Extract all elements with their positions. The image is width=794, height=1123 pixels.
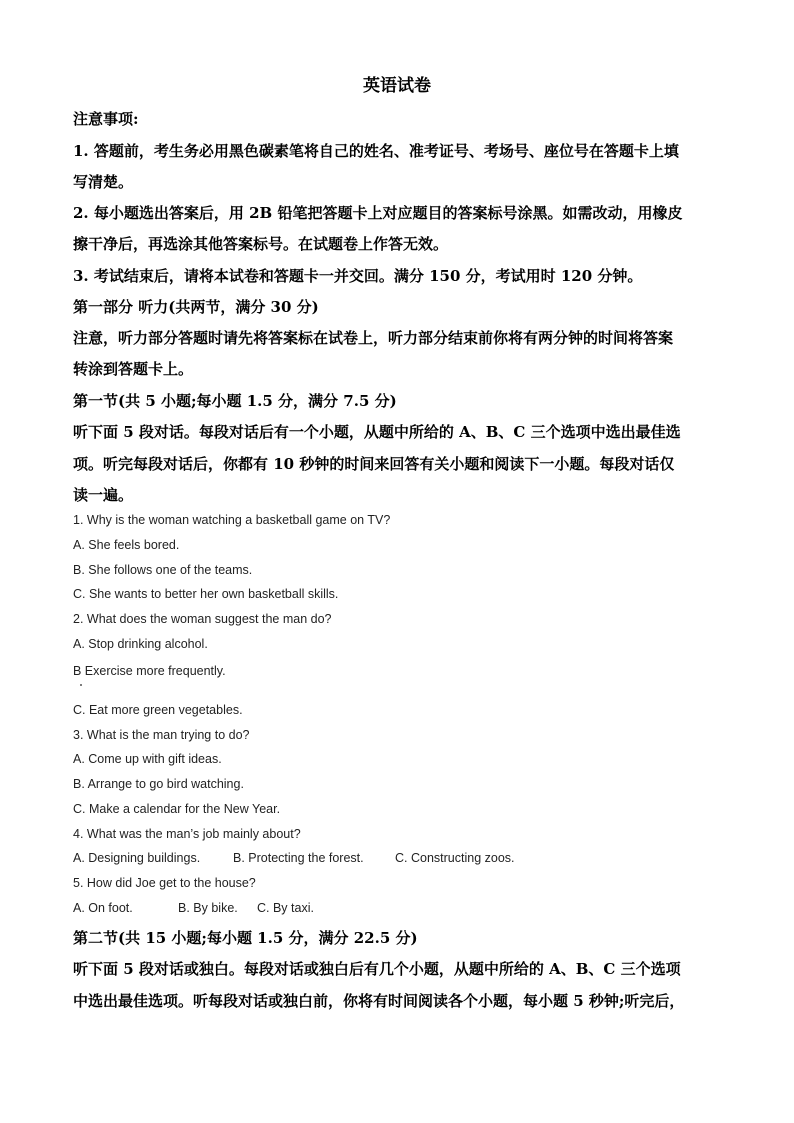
section1-instruction-line-1: 听下面 5 段对话。每段对话后有一个小题，从题中所给的 A、B、C 三个选项中选出最佳选: [73, 423, 681, 441]
stray-dot-mark: [80, 684, 82, 686]
notice-heading: 注意事项:: [73, 110, 139, 128]
notice-item-2-line-2: 擦干净后，再选涂其他答案标号。在试题卷上作答无效。: [73, 235, 449, 253]
question-4-stem: 4. What was the man’s job mainly about?: [73, 827, 301, 841]
question-2-option-b: B Exercise more frequently.: [73, 664, 226, 678]
part1-note-line-1: 注意，听力部分答题时请先将答案标在试卷上，听力部分结束前你将有两分钟的时间将答案: [73, 329, 674, 347]
question-1-stem: 1. Why is the woman watching a basketball game on TV?: [73, 513, 391, 527]
section1-instruction-line-3: 读一遍。: [73, 486, 134, 504]
part1-note-line-2: 转涂到答题卡上。: [73, 360, 194, 378]
notice-item-2-line-1: 2. 每小题选出答案后，用 2B 铅笔把答题卡上对应题目的答案标号涂黑。如需改动，用橡皮: [73, 204, 683, 222]
question-3-stem: 3. What is the man trying to do?: [73, 728, 250, 742]
question-3-option-b: B. Arrange to go bird watching.: [73, 777, 244, 791]
section2-heading: 第二节(共 15 小题;每小题 1.5 分，满分 22.5 分): [73, 929, 418, 947]
question-2-option-c: C. Eat more green vegetables.: [73, 703, 243, 717]
question-5-option-b: B. By bike.: [178, 901, 238, 915]
section1-instruction-line-2: 项。听完每段对话后，你都有 10 秒钟的时间来回答有关小题和阅读下一小题。每段对话仅: [73, 455, 675, 473]
part1-heading: 第一部分 听力(共两节，满分 30 分): [73, 298, 319, 316]
question-5-options: [73, 901, 314, 915]
section2-instruction-line-1: 听下面 5 段对话或独白。每段对话或独白后有几个小题，从题中所给的 A、B、C 三个选项: [73, 960, 681, 978]
section2-instruction-line-2: 中选出最佳选项。听每段对话或独白前，你将有时间阅读各个小题，每小题 5 秒钟;听完后，: [73, 992, 685, 1010]
question-1-option-a: A. She feels bored.: [73, 538, 180, 552]
question-1-option-b: B. She follows one of the teams.: [73, 563, 253, 577]
section1-heading: 第一节(共 5 小题;每小题 1.5 分，满分 7.5 分): [73, 392, 397, 410]
question-1-option-c: C. She wants to better her own basketball skills.: [73, 587, 339, 601]
question-3-option-a: A. Come up with gift ideas.: [73, 752, 222, 766]
question-2-option-a: A. Stop drinking alcohol.: [73, 637, 208, 651]
question-5-stem: 5. How did Joe get to the house?: [73, 876, 256, 890]
notice-item-3: 3. 考试结束后，请将本试卷和答题卡一并交回。满分 150 分，考试用时 120 分钟。: [73, 267, 643, 285]
question-5-option-c: C. By taxi.: [257, 901, 314, 915]
question-4-option-b: B. Protecting the forest.: [233, 851, 364, 865]
question-5-option-a: A. On foot.: [73, 901, 133, 915]
notice-item-1-line-2: 写清楚。: [73, 173, 134, 191]
page-title: 英语试卷: [363, 76, 431, 96]
question-3-option-c: C. Make a calendar for the New Year.: [73, 802, 281, 816]
question-2-stem: 2. What does the woman suggest the man do?: [73, 612, 332, 626]
question-4-option-c: C. Constructing zoos.: [395, 851, 515, 865]
question-4-options: [73, 851, 515, 865]
notice-item-1-line-1: 1. 答题前，考生务必用黑色碳素笔将自己的姓名、准考证号、考场号、座位号在答题卡上填: [73, 142, 679, 160]
question-4-option-a: A. Designing buildings.: [73, 851, 201, 865]
